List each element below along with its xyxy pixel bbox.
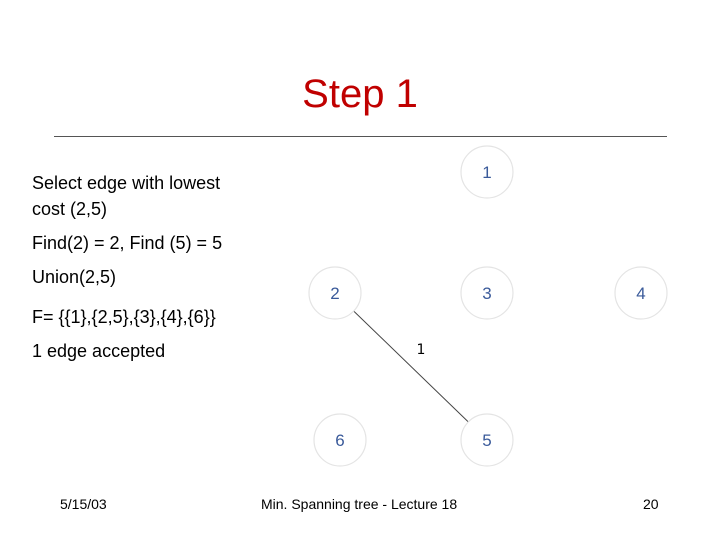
slide-title: Step 1 [302,72,418,116]
text-find: Find(2) = 2, Find (5) = 5 [32,233,223,253]
text-cost: cost (2,5) [32,199,108,219]
edge-2-5 [335,293,487,440]
node-1 [461,146,513,198]
text-union: Union(2,5) [32,267,117,287]
text-edge-accepted: 1 edge accepted [32,341,166,361]
text-select-edge: Select edge with lowest [32,173,221,193]
node-5 [461,414,513,466]
node-label-2: 2 [330,284,340,303]
text-forest-set: F= {{1},{2,5},{3},{4},{6}} [32,307,216,327]
node-2 [309,267,361,319]
node-label-5: 5 [482,431,492,450]
footer-lecture: Min. Spanning tree - Lecture 18 [261,496,458,512]
footer-date: 5/15/03 [60,496,107,512]
edge-weight-label: 1 [416,342,426,358]
footer-page-number: 20 [643,496,659,512]
node-label-3: 3 [482,284,492,303]
node-label-4: 4 [636,284,646,303]
node-4 [615,267,667,319]
node-6 [314,414,366,466]
node-label-6: 6 [335,431,345,450]
node-label-1: 1 [482,163,492,182]
node-3 [461,267,513,319]
